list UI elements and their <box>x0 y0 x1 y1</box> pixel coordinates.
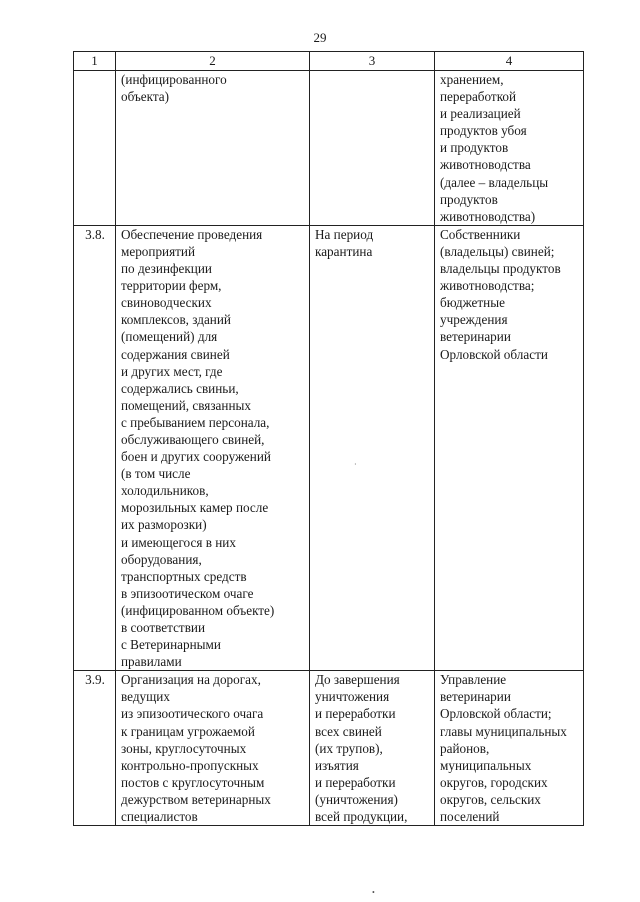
deadline-text: На период карантина <box>310 225 435 670</box>
header-col-2: 2 <box>116 52 310 71</box>
deadline-text <box>310 71 435 226</box>
header-col-1: 1 <box>74 52 116 71</box>
row-number: 3.9. <box>74 671 116 826</box>
header-col-3: 3 <box>310 52 435 71</box>
page-number: 29 <box>313 30 327 45</box>
row-number: 3.8. <box>74 225 116 670</box>
measure-text: Обеспечение проведения мероприятий по дезинфекции территории ферм, свиноводческих комплексов, зданий (помещений) для содержания свиней и других мест, где содержались свиньи, помещений, связанных с пребыванием персонала, обслуживающего свиней, боен и других сооружений (в том числе холодильников, морозильных камер после их разморозки) и имеющегося в них оборудования, транспортных средств в эпизоотическом очаге (инфицированном объекте) в соответствии с Ветеринарными правилами <box>116 225 310 670</box>
deadline-text: До завершения уничтожения и переработки всех свиней (их трупов), изъятия и переработки (уничтожения) всей продукции, <box>310 671 435 826</box>
table-header-row <box>74 52 584 71</box>
table-row-3-8 <box>74 225 584 670</box>
responsible-text: Собственники (владельцы) свиней; владельцы продуктов животноводства; бюджетные учреждения ветеринарии Орловской области <box>435 225 584 670</box>
responsible-text: хранением, переработкой и реализацией продуктов убоя и продуктов животноводства (далее – владельцы продуктов животноводства) <box>435 71 584 226</box>
measure-text: (инфицированного объекта) <box>116 71 310 226</box>
responsible-text: Управление ветеринарии Орловской области; главы муниципальных районов, муниципальных округов, городских округов, сельских поселений <box>435 671 584 826</box>
scan-speck: · <box>354 460 357 469</box>
measures-table <box>73 51 584 826</box>
measure-text: Организация на дорогах, ведущих из эпизоотического очага к границам угрожаемой зоны, круглосуточных контрольно-пропускных постов с круглосуточным дежурством ветеринарных специалистов <box>116 671 310 826</box>
row-number <box>74 71 116 226</box>
table-row-continuation <box>74 71 584 226</box>
table-row-3-9 <box>74 671 584 826</box>
scan-speck: • <box>372 888 375 897</box>
header-col-4: 4 <box>435 52 584 71</box>
